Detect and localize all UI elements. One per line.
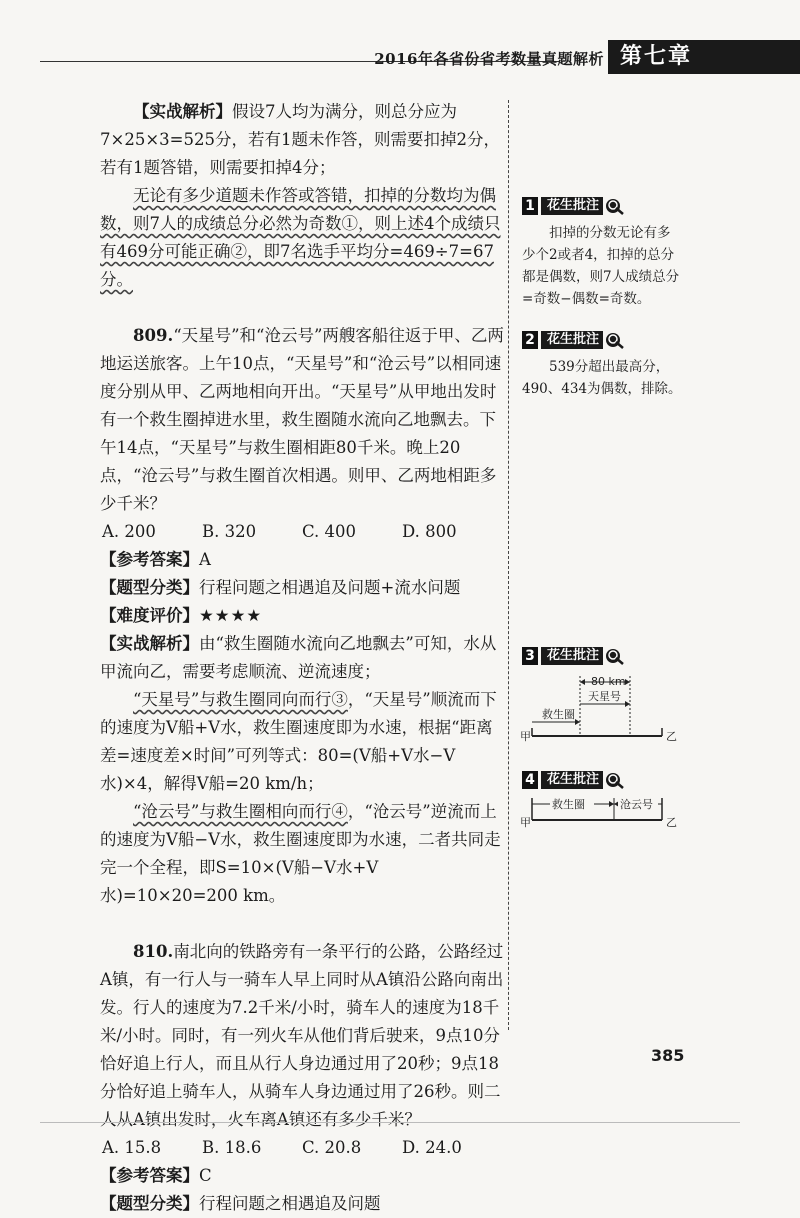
question-number: 810. xyxy=(133,942,174,961)
note-text: 539分超出最高分，490、434为偶数，排除。 xyxy=(522,359,682,397)
option-a: A. 200 xyxy=(102,522,156,541)
answer-value: A xyxy=(199,550,211,569)
peanut-magnifier-icon xyxy=(605,647,625,665)
q810-answer xyxy=(100,1162,505,1190)
option-d: D. 24.0 xyxy=(402,1138,462,1157)
q809-analysis-3 xyxy=(100,798,505,910)
q809-difficulty xyxy=(100,602,505,630)
buoy-label: 救生圈 xyxy=(552,798,585,811)
note-number: 4 xyxy=(522,771,538,789)
note-text: 扣掉的分数无论有多少个2或者4，扣掉的总分都是偶数，则7人成绩总分=奇数−偶数=奇数。 xyxy=(522,225,680,307)
start-point-label: 甲 xyxy=(520,816,531,829)
boat-label: 天星号 xyxy=(588,690,621,703)
note-badge xyxy=(522,330,682,350)
option-c: C. 20.8 xyxy=(302,1138,362,1157)
analysis-text: ，“天星号”顺流而下的速度为V船+V水，救生圈速度即为水速，根据“距离差=速度差×时间”可列等式：80=(V船+V水−V水)×4，解得V船=20 km/h； xyxy=(100,690,497,793)
q808-analysis xyxy=(100,98,505,182)
note-number: 1 xyxy=(522,197,538,215)
peanut-magnifier-icon xyxy=(605,771,625,789)
difficulty-label: 【难度评价】 xyxy=(100,606,199,625)
book-title: 2016年各省份省考数量真题解析 xyxy=(374,50,604,68)
note-3 xyxy=(522,646,682,672)
q810-stem xyxy=(100,938,505,1134)
analysis-label: 【实战解析】 xyxy=(100,634,199,653)
analysis-label: 【实战解析】 xyxy=(133,102,232,121)
answer-label: 【参考答案】 xyxy=(100,1166,199,1185)
note-label: 花生批注 xyxy=(541,197,603,215)
answer-value: C xyxy=(199,1166,212,1185)
note-label: 花生批注 xyxy=(541,771,603,789)
analysis-text: 假设7人均为满分，则总分应为7×25×3=525分，若有1题未作答，则需要扣掉2分，若有1题答错，则需要扣掉4分； xyxy=(100,102,500,177)
note-badge xyxy=(522,646,682,666)
end-point-label: 乙 xyxy=(666,816,677,829)
q809-answer xyxy=(100,546,505,574)
note-label: 花生批注 xyxy=(541,331,603,349)
peanut-magnifier-icon xyxy=(605,331,625,349)
note-badge xyxy=(522,196,682,216)
note-number: 3 xyxy=(522,647,538,665)
note-4-diagram xyxy=(518,796,688,830)
q808-analysis-2 xyxy=(100,182,505,294)
page-number: 385 xyxy=(651,1046,685,1065)
option-c: C. 400 xyxy=(302,522,357,541)
page-header xyxy=(0,36,800,76)
column-divider xyxy=(508,100,509,1030)
type-label: 【题型分类】 xyxy=(100,578,199,597)
note-1 xyxy=(522,196,682,310)
main-column xyxy=(100,98,505,1218)
analysis-text: 由“救生圈随水流向乙地飘去”可知，水从甲流向乙，需要考虑顺流、逆流速度； xyxy=(100,634,497,681)
option-a: A. 15.8 xyxy=(102,1138,162,1157)
option-d: D. 800 xyxy=(402,522,457,541)
q809-options xyxy=(100,518,505,546)
analysis-underlined: “沧云号”与救生圈相向而行④ xyxy=(133,802,348,821)
note-number: 2 xyxy=(522,331,538,349)
note-2 xyxy=(522,330,682,400)
question-text: “天星号”和“沧云号”两艘客船往返于甲、乙两地运送旅客。上午10点，“天星号”和“沧云号”以相同速度分别从甲、乙两地相向开出。“天星号”从甲地出发时有一个救生圈掉进水里，救生圈随水流向乙地飘去。下午14点，“天星号”与救生圈相距80千米。晚上20点，“沧云号”与救生圈首次相遇。则甲、乙两地相距多少千米？ xyxy=(100,326,504,513)
start-point-label: 甲 xyxy=(520,730,531,743)
note-4 xyxy=(522,770,682,796)
buoy-label: 救生圈 xyxy=(542,708,575,721)
end-point-label: 乙 xyxy=(666,730,677,743)
note-badge xyxy=(522,770,682,790)
type-value: 行程问题之相遇追及问题 xyxy=(199,1194,381,1213)
boat-label: 沧云号 xyxy=(620,798,653,811)
type-value: 行程问题之相遇追及问题+流水问题 xyxy=(199,578,461,597)
q809-type xyxy=(100,574,505,602)
difficulty-stars: ★★★★ xyxy=(199,606,263,625)
q810-options xyxy=(100,1134,505,1162)
analysis-text-underlined: 无论有多少道题未作答或答错，扣掉的分数均为偶数，则7人的成绩总分必然为奇数①，则上述4个成绩只有469分可能正确②，即7名选手平均分=469÷7=67分。 xyxy=(100,186,501,289)
page-bottom-edge xyxy=(40,1122,740,1123)
q809-analysis-2 xyxy=(100,686,505,798)
peanut-magnifier-icon xyxy=(605,197,625,215)
option-b: B. 18.6 xyxy=(202,1138,262,1157)
distance-label: 80 km xyxy=(591,675,626,688)
analysis-text: ，“沧云号”逆流而上的速度为V船−V水，救生圈速度即为水速，二者共同走完一个全程，即S=10×(V船−V水+V水)=10×20=200 km。 xyxy=(100,802,501,905)
type-label: 【题型分类】 xyxy=(100,1194,199,1213)
note-label: 花生批注 xyxy=(541,647,603,665)
answer-label: 【参考答案】 xyxy=(100,550,199,569)
q809-analysis xyxy=(100,630,505,686)
analysis-underlined: “天星号”与救生圈同向而行③ xyxy=(133,690,348,709)
q810-type xyxy=(100,1190,505,1218)
chapter-tab: 第七章 xyxy=(608,40,800,74)
q809-stem xyxy=(100,322,505,518)
option-b: B. 320 xyxy=(202,522,257,541)
note-3-diagram xyxy=(518,672,688,744)
question-text: 南北向的铁路旁有一条平行的公路，公路经过A镇，有一行人与一骑车人早上同时从A镇沿公路向南出发。行人的速度为7.2千米/小时，骑车人的速度为18千米/小时。同时，有一列火车从他们背后驶来，9点10分恰好追上行人，而且从行人身边通过用了20秒；9点18分恰好追上骑车人，从骑车人身边通过用了26秒。则二人从A镇出发时，火车离A镇还有多少千米？ xyxy=(100,942,504,1129)
question-number: 809. xyxy=(133,326,174,345)
